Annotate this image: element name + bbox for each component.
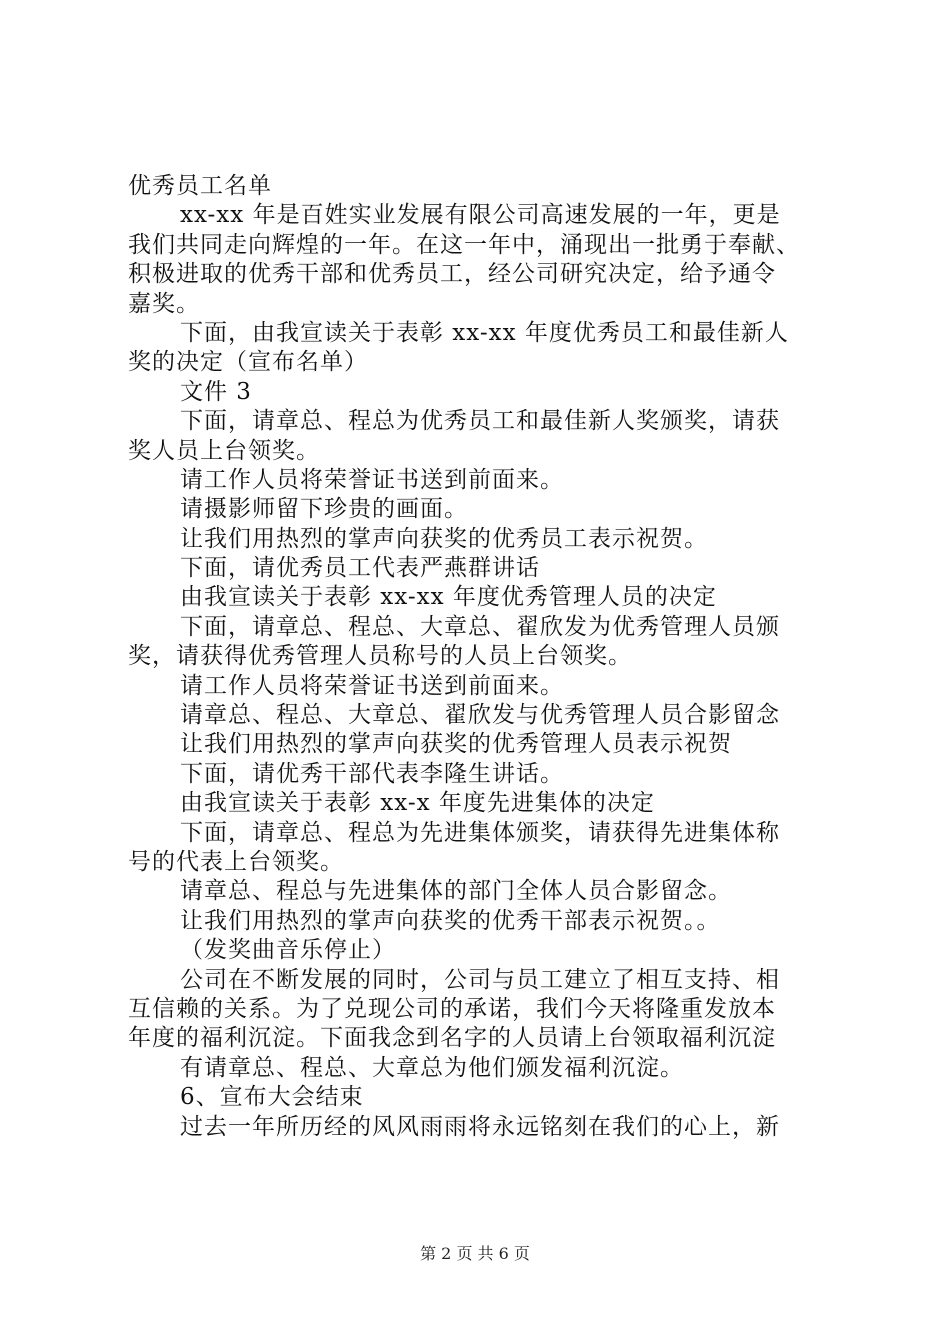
- text-line: 过去一年所历经的风风雨雨将永远铭刻在我们的心上，新: [180, 1113, 780, 1140]
- text-line: 下面，请章总、程总为先进集体颁奖，请获得先进集体称: [180, 819, 780, 846]
- text-line: 优秀员工名单: [128, 173, 272, 199]
- text-line: 请工作人员将荣誉证书送到前面来。: [180, 466, 564, 493]
- text-line: 文件 3: [180, 378, 252, 405]
- text-line: 下面，请优秀员工代表严燕群讲话: [180, 555, 540, 582]
- text-line: 下面，请章总、程总、大章总、翟欣发为优秀管理人员颁: [180, 613, 780, 640]
- document-body: [128, 172, 828, 1142]
- text-line: 公司在不断发展的同时，公司与员工建立了相互支持、相: [180, 966, 780, 993]
- text-line: （发奖曲音乐停止）: [180, 937, 396, 964]
- text-line: 请摄影师留下珍贵的画面。: [180, 496, 468, 523]
- text-line: 让我们用热烈的掌声向获奖的优秀干部表示祝贺。。: [180, 907, 721, 934]
- text-line: 积极进取的优秀干部和优秀员工，经公司研究决定，给予通令: [128, 261, 776, 288]
- text-line: 我们共同走向辉煌的一年。在这一年中，涌现出一批勇于奉献、: [128, 231, 800, 258]
- text-line: 互信赖的关系。为了兑现公司的承诺，我们今天将隆重发放本: [128, 995, 776, 1022]
- text-line: xx-xx 年是百姓实业发展有限公司高速发展的一年，更是: [180, 202, 781, 229]
- text-line: 有请章总、程总、大章总为他们颁发福利沉淀。: [180, 1054, 684, 1081]
- text-line: 下面，请优秀干部代表李隆生讲话。: [180, 760, 564, 787]
- text-line: 由我宣读关于表彰 xx-x 年度先进集体的决定: [180, 790, 655, 817]
- text-line: 号的代表上台领奖。: [128, 848, 344, 875]
- text-line: 请工作人员将荣誉证书送到前面来。: [180, 672, 564, 699]
- text-line: 下面，请章总、程总为优秀员工和最佳新人奖颁奖，请获: [180, 408, 780, 435]
- text-line: 让我们用热烈的掌声向获奖的优秀管理人员表示祝贺: [180, 731, 732, 758]
- text-line: 年度的福利沉淀。下面我念到名字的人员请上台领取福利沉淀: [128, 1025, 776, 1052]
- text-line: 奖人员上台领奖。: [128, 437, 320, 464]
- page-footer: 第 2 页 共 6 页: [420, 1244, 530, 1263]
- text-line: 6、宣布大会结束: [180, 1084, 364, 1111]
- text-line: 让我们用热烈的掌声向获奖的优秀员工表示祝贺。: [180, 525, 708, 552]
- text-line: 下面，由我宣读关于表彰 xx-xx 年度优秀员工和最佳新人: [180, 319, 789, 346]
- text-line: 嘉奖。: [128, 290, 200, 317]
- text-line: 奖的决定（宣布名单）: [128, 349, 368, 376]
- text-line: 由我宣读关于表彰 xx-xx 年度优秀管理人员的决定: [180, 584, 717, 611]
- text-line: 请章总、程总、大章总、翟欣发与优秀管理人员合影留念: [180, 702, 780, 729]
- text-line: 奖，请获得优秀管理人员称号的人员上台领奖。: [128, 643, 632, 670]
- text-line: 请章总、程总与先进集体的部门全体人员合影留念。: [180, 878, 732, 905]
